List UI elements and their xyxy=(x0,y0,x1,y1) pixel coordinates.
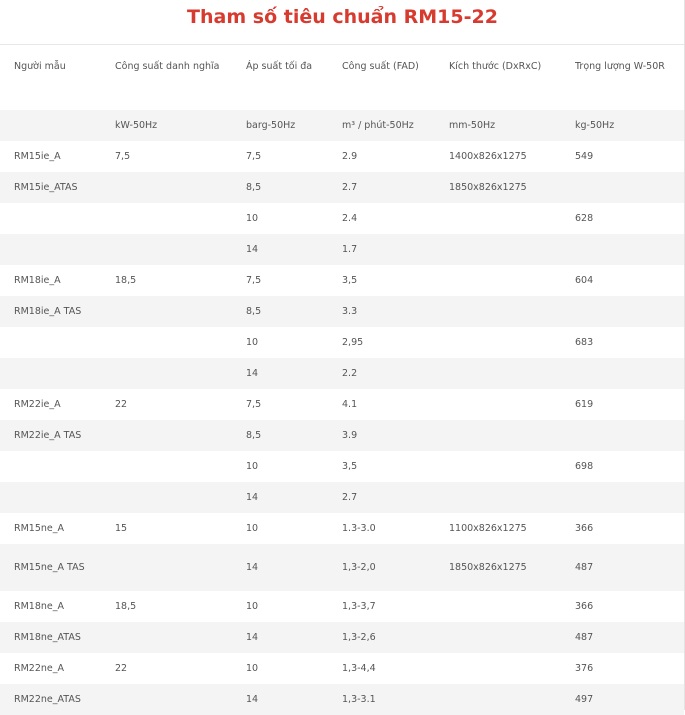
cell-rated-power: 15 xyxy=(115,522,128,534)
cell-fad-capacity: 3.3 xyxy=(328,296,435,327)
cell-max-pressure: 14 xyxy=(232,684,328,715)
cell-fad-capacity: 2.9 xyxy=(342,150,358,162)
cell-fad-capacity: 1.3-3.0 xyxy=(342,522,376,534)
cell-model: RM22ie_A xyxy=(14,398,61,410)
cell-max-pressure: 8,5 xyxy=(232,172,328,203)
cell-dimensions xyxy=(435,684,561,715)
cell-model: RM18ne_ATAS xyxy=(0,622,101,653)
header-fad-capacity: Công suất (FAD) xyxy=(342,61,419,72)
cell-model: RM22ne_A xyxy=(14,662,65,674)
cell-weight xyxy=(561,482,684,513)
cell-rated-power xyxy=(101,622,232,653)
unit-rated-power: kW-50Hz xyxy=(101,110,232,141)
cell-weight xyxy=(561,358,684,389)
cell-weight: 497 xyxy=(561,684,684,715)
cell-model xyxy=(0,358,101,389)
cell-max-pressure: 14 xyxy=(232,234,328,265)
cell-max-pressure: 7,5 xyxy=(246,150,262,162)
cell-max-pressure: 10 xyxy=(246,212,259,224)
cell-weight: 604 xyxy=(575,274,594,286)
cell-rated-power xyxy=(101,296,232,327)
cell-dimensions: 1400x826x1275 xyxy=(449,150,527,162)
cell-max-pressure: 7,5 xyxy=(246,274,262,286)
cell-model: RM15ie_A xyxy=(14,150,61,162)
cell-fad-capacity: 1,3-4,4 xyxy=(342,662,376,674)
header-dimensions: Kích thước (DxRxC) xyxy=(449,61,542,72)
cell-max-pressure: 14 xyxy=(232,482,328,513)
header-weight: Trọng lượng W-50R xyxy=(575,61,665,72)
cell-max-pressure: 14 xyxy=(232,544,328,591)
cell-fad-capacity: 2,95 xyxy=(342,336,364,348)
cell-model xyxy=(0,327,101,358)
cell-weight xyxy=(561,296,684,327)
cell-model: RM15ie_ATAS xyxy=(0,172,101,203)
header-max-pressure: Áp suất tối đa xyxy=(246,61,313,72)
cell-weight: 487 xyxy=(561,544,684,591)
cell-dimensions: 1100x826x1275 xyxy=(449,522,527,534)
cell-rated-power xyxy=(101,482,232,513)
cell-model: RM22ie_A TAS xyxy=(0,420,101,451)
cell-fad-capacity: 2.2 xyxy=(328,358,435,389)
cell-weight: 366 xyxy=(575,600,594,612)
cell-dimensions: 1850x826x1275 xyxy=(435,172,561,203)
table-row xyxy=(0,513,684,544)
unit-fad-capacity: m³ / phút-50Hz xyxy=(328,110,435,141)
cell-max-pressure: 8,5 xyxy=(232,296,328,327)
table-row xyxy=(0,265,684,296)
cell-max-pressure: 10 xyxy=(246,522,259,534)
cell-max-pressure: 10 xyxy=(246,662,259,674)
cell-weight: 549 xyxy=(575,150,594,162)
cell-fad-capacity: 1,3-2,6 xyxy=(328,622,435,653)
cell-dimensions xyxy=(435,296,561,327)
cell-fad-capacity: 4.1 xyxy=(342,398,358,410)
cell-dimensions xyxy=(435,327,561,358)
cell-rated-power xyxy=(101,420,232,451)
cell-weight xyxy=(561,420,684,451)
cell-fad-capacity: 3.9 xyxy=(328,420,435,451)
table-row xyxy=(0,653,684,684)
cell-rated-power xyxy=(101,203,232,234)
table-row xyxy=(0,684,684,715)
cell-weight: 366 xyxy=(575,522,594,534)
cell-rated-power: 22 xyxy=(115,662,128,674)
header-rated-power: Công suất danh nghĩa xyxy=(115,61,220,72)
cell-dimensions xyxy=(435,389,561,420)
table-row xyxy=(0,622,684,653)
cell-weight: 376 xyxy=(575,662,594,674)
cell-weight: 628 xyxy=(575,212,594,224)
header-model: Người mẫu xyxy=(14,61,66,72)
table-row xyxy=(0,544,684,591)
unit-model xyxy=(0,110,101,141)
cell-rated-power xyxy=(101,451,232,482)
cell-weight: 698 xyxy=(575,460,594,472)
cell-dimensions xyxy=(435,265,561,296)
cell-fad-capacity: 2.7 xyxy=(328,172,435,203)
cell-model xyxy=(0,482,101,513)
cell-max-pressure: 8,5 xyxy=(232,420,328,451)
unit-weight: kg-50Hz xyxy=(561,110,684,141)
cell-max-pressure: 10 xyxy=(246,336,259,348)
cell-fad-capacity: 3,5 xyxy=(342,274,358,286)
cell-weight: 487 xyxy=(561,622,684,653)
cell-dimensions xyxy=(435,358,561,389)
cell-max-pressure: 10 xyxy=(246,600,259,612)
table-row xyxy=(0,172,684,203)
cell-fad-capacity: 2.7 xyxy=(328,482,435,513)
cell-rated-power xyxy=(101,358,232,389)
cell-model: RM18ie_A TAS xyxy=(0,296,101,327)
table-row xyxy=(0,327,684,358)
cell-model xyxy=(0,234,101,265)
title-divider xyxy=(0,44,685,45)
table-row xyxy=(0,389,684,420)
table-row xyxy=(0,358,684,389)
cell-weight: 683 xyxy=(575,336,594,348)
cell-dimensions xyxy=(435,420,561,451)
table-units-row xyxy=(0,110,684,141)
cell-rated-power xyxy=(101,234,232,265)
cell-dimensions xyxy=(435,591,561,622)
table-row xyxy=(0,141,684,172)
cell-model: RM15ne_A xyxy=(14,522,65,534)
cell-rated-power: 7,5 xyxy=(115,150,131,162)
cell-fad-capacity: 1,3-3,7 xyxy=(342,600,376,612)
cell-model: RM15ne_A TAS xyxy=(0,544,101,591)
cell-dimensions xyxy=(435,234,561,265)
table-row xyxy=(0,591,684,622)
cell-model: RM22ne_ATAS xyxy=(0,684,101,715)
cell-max-pressure: 14 xyxy=(232,358,328,389)
cell-dimensions xyxy=(435,482,561,513)
page-title: Tham số tiêu chuẩn RM15-22 xyxy=(187,6,498,28)
cell-model: RM18ne_A xyxy=(14,600,65,612)
cell-model xyxy=(0,451,101,482)
cell-rated-power xyxy=(101,327,232,358)
table-row xyxy=(0,203,684,234)
cell-fad-capacity: 2.4 xyxy=(342,212,358,224)
cell-fad-capacity: 1,3-3.1 xyxy=(328,684,435,715)
cell-fad-capacity: 1.7 xyxy=(328,234,435,265)
cell-max-pressure: 14 xyxy=(232,622,328,653)
cell-rated-power xyxy=(101,544,232,591)
cell-dimensions xyxy=(435,653,561,684)
spec-table xyxy=(0,48,684,715)
table-row xyxy=(0,296,684,327)
cell-rated-power: 22 xyxy=(115,398,128,410)
cell-weight: 619 xyxy=(575,398,594,410)
unit-max-pressure: barg-50Hz xyxy=(232,110,328,141)
cell-model: RM18ie_A xyxy=(14,274,61,286)
cell-dimensions xyxy=(435,451,561,482)
cell-dimensions: 1850x826x1275 xyxy=(435,544,561,591)
cell-rated-power: 18,5 xyxy=(115,600,137,612)
table-row xyxy=(0,482,684,513)
cell-max-pressure: 10 xyxy=(246,460,259,472)
cell-dimensions xyxy=(435,622,561,653)
cell-weight xyxy=(561,234,684,265)
cell-dimensions xyxy=(435,203,561,234)
table-row xyxy=(0,234,684,265)
cell-model xyxy=(0,203,101,234)
cell-rated-power: 18,5 xyxy=(115,274,137,286)
table-row xyxy=(0,451,684,482)
table-header-row xyxy=(0,48,684,110)
cell-max-pressure: 7,5 xyxy=(246,398,262,410)
cell-fad-capacity: 1,3-2,0 xyxy=(328,544,435,591)
cell-rated-power xyxy=(101,172,232,203)
cell-rated-power xyxy=(101,684,232,715)
cell-weight xyxy=(561,172,684,203)
cell-fad-capacity: 3,5 xyxy=(342,460,358,472)
unit-dimensions: mm-50Hz xyxy=(435,110,561,141)
table-row xyxy=(0,420,684,451)
